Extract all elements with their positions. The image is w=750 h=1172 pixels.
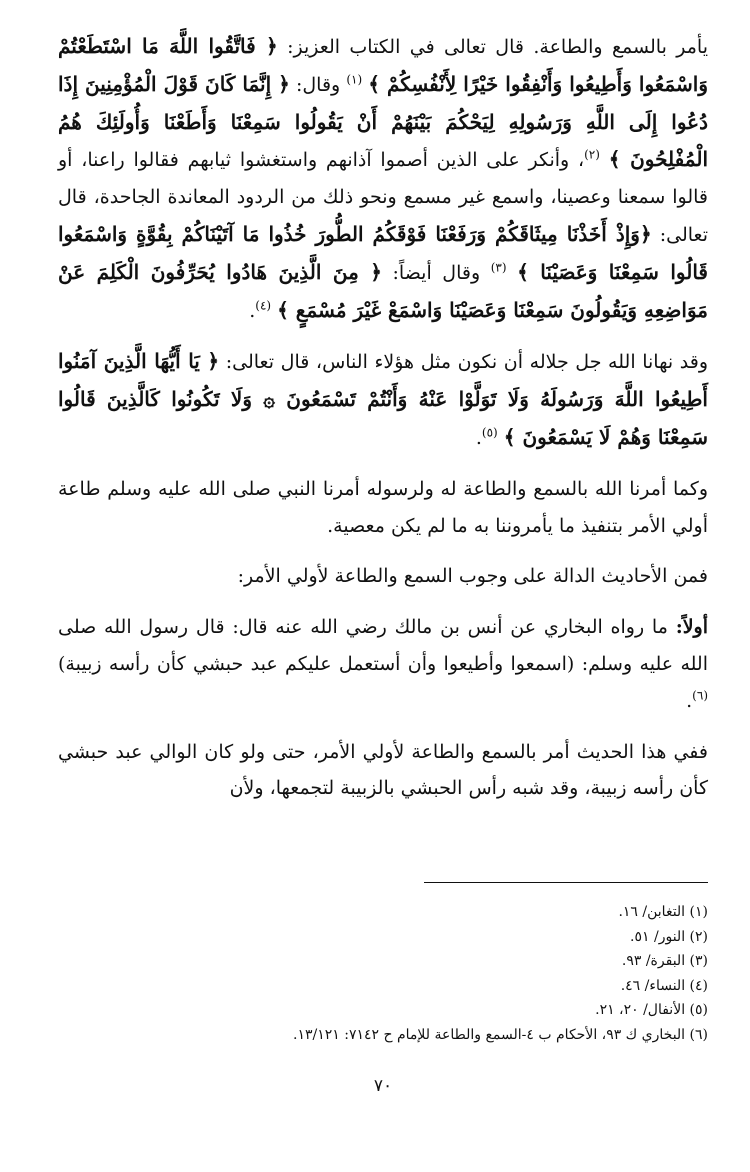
footnote-1: (١) التغابن/ ١٦.: [618, 904, 708, 920]
footnote-3: (٣) البقرة/ ٩٣.: [621, 953, 708, 969]
text-run: .: [475, 426, 482, 449]
text-run: .: [249, 299, 256, 322]
text-run: وقال:: [289, 73, 347, 96]
page-number: ٧٠: [373, 1076, 393, 1096]
quran-verse: ﴿ إِنَّمَا كَانَ قَوْلَ الْمُؤْمِنِينَ إِذَا دُعُوا إِلَى اللَّهِ وَرَسُولِهِ لِيَحْكُمَ بَيْنَهُمْ أَنْ يَقُولُوا سَمِعْنَا وَأَطَعْنَا وَأُولَئِكَ هُمُ الْمُفْلِحُونَ ﴾: [58, 71, 708, 172]
quran-verse: ﴿ مِنَ الَّذِينَ هَادُوا يُحَرِّفُونَ الْكَلِمَ عَنْ مَوَاضِعِهِ وَيَقُولُونَ سَمِعْنَا وَعَصَيْنَا وَاسْمَعْ غَيْرَ مُسْمَعٍ ﴾: [58, 259, 708, 322]
quran-verse: ﴿ يَا أَيُّهَا الَّذِينَ آمَنُوا أَطِيعُوا اللَّهَ وَرَسُولَهُ وَلَا تَوَلَّوْا عَنْهُ وَأَنْتُمْ تَسْمَعُونَ ۞ وَلَا تَكُونُوا كَالَّذِينَ قَالُوا سَمِعْنَا وَهُمْ لَا يَسْمَعُونَ ﴾: [58, 349, 708, 449]
footnote-divider: [424, 882, 708, 883]
footnote-ref: (٣): [490, 260, 507, 275]
footnote-5: (٥) الأنفال/ ٢٠، ٢١.: [595, 1002, 708, 1018]
paragraph-1: [58, 28, 708, 329]
paragraph-2: [58, 343, 708, 456]
footnote-ref: (٢): [584, 148, 600, 163]
footnote-4: (٤) النساء/ ٤٦.: [620, 977, 708, 994]
text-run: وقد نهانا الله جل جلاله أن نكون مثل هؤلاء الناس، قال تعالى:: [219, 351, 708, 374]
quran-verse: ﴿ فَاتَّقُوا اللَّهَ مَا اسْتَطَعْتُمْ وَاسْمَعُوا وَأَطِيعُوا وَأَنْفِقُوا خَيْرًا لِأَنْفُسِكُمْ ﴾: [58, 34, 708, 96]
footnote-2: (٢) النور/ ٥١.: [630, 928, 708, 945]
footnotes: [58, 900, 708, 1047]
paragraph-3: وكما أمرنا الله بالسمع والطاعة له ولرسوله أمرنا النبي صلى الله عليه وسلم طاعة أولي الأمر بتنفيذ ما يأمروننا به ما لم يكن معصية.: [58, 477, 708, 537]
text-run: ، وأنكر على الذين أصموا آذانهم واستغشوا ثيابهم فقالوا راعنا، أو قالوا سمعنا وعصينا، واسمع غير مسمع ونحو ذلك من الردود المعاندة الجاحدة، قال تعالى:: [58, 149, 709, 246]
quran-verse: ﴿وَإِذْ أَخَذْنَا مِيثَاقَكُمْ وَرَفَعْنَا فَوْقَكُمُ الطُّورَ خُذُوا مَا آتَيْنَاكُمْ بِقُوَّةٍ وَاسْمَعُوا قَالُوا سَمِعْنَا وَعَصَيْنَا ﴾: [58, 221, 708, 284]
book-page: [58, 28, 708, 1158]
footnote-ref: (٥): [481, 425, 498, 440]
paragraph-5: [58, 609, 708, 719]
main-text: [58, 28, 708, 807]
point-label: أولاً:: [675, 616, 708, 639]
text-run: ما رواه البخاري عن أنس بن مالك رضي الله عنه قال: قال رسول الله صلى الله عليه وسلم: (اسمعوا وأطيعوا وأن أستعمل عليكم عبد حبشي كأن رأسه زبيبة): [58, 616, 708, 675]
footnote-ref: (١): [346, 72, 363, 87]
text-run: وقال أيضاً:: [381, 261, 491, 284]
paragraph-4: فمن الأحاديث الدالة على وجوب السمع والطاعة لأولي الأمر:: [237, 565, 708, 588]
footnote-ref: (٤): [255, 298, 272, 313]
footnote-ref: (٦): [692, 688, 708, 703]
text-run: .: [686, 689, 693, 712]
footnote-6: (٦) البخاري ك ٩٣، الأحكام ب ٤-السمع والطاعة للإمام ح ٧١٤٢: ١٣/١٢١.: [293, 1026, 708, 1043]
paragraph-6: ففي هذا الحديث أمر بالسمع والطاعة لأولي الأمر، حتى ولو كان الوالي عبد حبشي كأن رأسه زبيبة، وقد شبه رأس الحبشي بالزبيبة لتجمعها، ولأن: [58, 740, 708, 800]
text-run: يأمر بالسمع والطاعة. قال تعالى في الكتاب العزيز:: [277, 36, 708, 58]
